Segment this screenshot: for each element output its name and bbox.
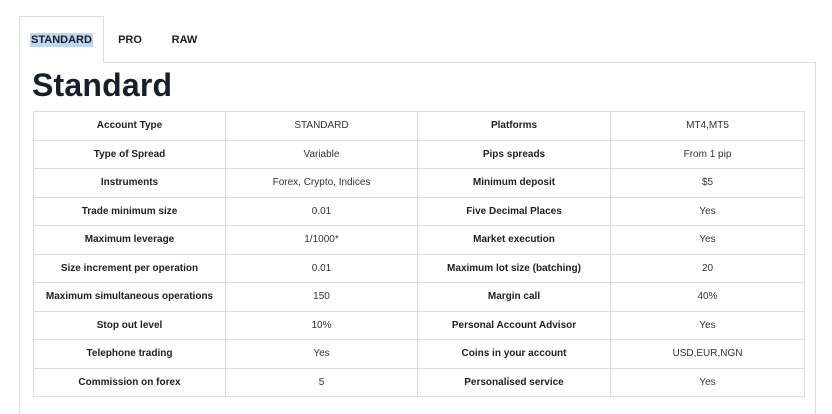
spec-value: STANDARD <box>226 112 418 141</box>
spec-value: 150 <box>226 283 418 312</box>
spec-value: Yes <box>611 226 805 255</box>
table-row <box>34 340 805 369</box>
spec-label: Maximum leverage <box>34 226 226 255</box>
spec-value: 0.01 <box>226 197 418 226</box>
table-row <box>34 140 805 169</box>
spec-label: Platforms <box>418 112 611 141</box>
spec-label: Minimum deposit <box>418 169 611 198</box>
spec-value: Yes <box>611 368 805 397</box>
spec-label: Pips spreads <box>418 140 611 169</box>
spec-label: Five Decimal Places <box>418 197 611 226</box>
table-row <box>34 368 805 397</box>
page-title: Standard <box>32 67 173 103</box>
spec-label: Size increment per operation <box>34 254 226 283</box>
spec-label: Telephone trading <box>34 340 226 369</box>
spec-value: 0.01 <box>226 254 418 283</box>
spec-label: Account Type <box>34 112 226 141</box>
spec-value: 1/1000* <box>226 226 418 255</box>
spec-label: Type of Spread <box>34 140 226 169</box>
spec-value: $5 <box>611 169 805 198</box>
table-row <box>34 283 805 312</box>
table-row <box>34 254 805 283</box>
spec-label: Personalised service <box>418 368 611 397</box>
spec-label: Stop out level <box>34 311 226 340</box>
spec-value: Yes <box>611 197 805 226</box>
spec-label: Maximum simultaneous operations <box>34 283 226 312</box>
account-specs-table <box>33 111 805 397</box>
spec-value: 10% <box>226 311 418 340</box>
spec-value: USD,EUR,NGN <box>611 340 805 369</box>
spec-value: 5 <box>226 368 418 397</box>
tab-bar <box>0 0 832 63</box>
spec-value: From 1 pip <box>611 140 805 169</box>
spec-value: Variable <box>226 140 418 169</box>
spec-value: Forex, Crypto, Indices <box>226 169 418 198</box>
tab-pro-label: PRO <box>118 33 142 46</box>
spec-value: Yes <box>226 340 418 369</box>
spec-label: Market execution <box>418 226 611 255</box>
spec-value: MT4,MT5 <box>611 112 805 141</box>
spec-label: Maximum lot size (batching) <box>418 254 611 283</box>
tab-standard[interactable] <box>19 16 104 63</box>
tab-raw-label: RAW <box>171 33 198 46</box>
table-row <box>34 197 805 226</box>
tab-pro[interactable] <box>110 16 150 63</box>
table-row <box>34 226 805 255</box>
table-row <box>34 169 805 198</box>
spec-label: Trade minimum size <box>34 197 226 226</box>
table-row <box>34 311 805 340</box>
tab-standard-label: STANDARD <box>31 34 92 46</box>
spec-value: Yes <box>611 311 805 340</box>
spec-value: 20 <box>611 254 805 283</box>
spec-label: Commission on forex <box>34 368 226 397</box>
account-panel <box>19 62 816 414</box>
spec-label: Personal Account Advisor <box>418 311 611 340</box>
tab-raw[interactable] <box>162 16 207 63</box>
table-row <box>34 112 805 141</box>
spec-value: 40% <box>611 283 805 312</box>
spec-label: Coins in your account <box>418 340 611 369</box>
spec-label: Margin call <box>418 283 611 312</box>
spec-label: Instruments <box>34 169 226 198</box>
